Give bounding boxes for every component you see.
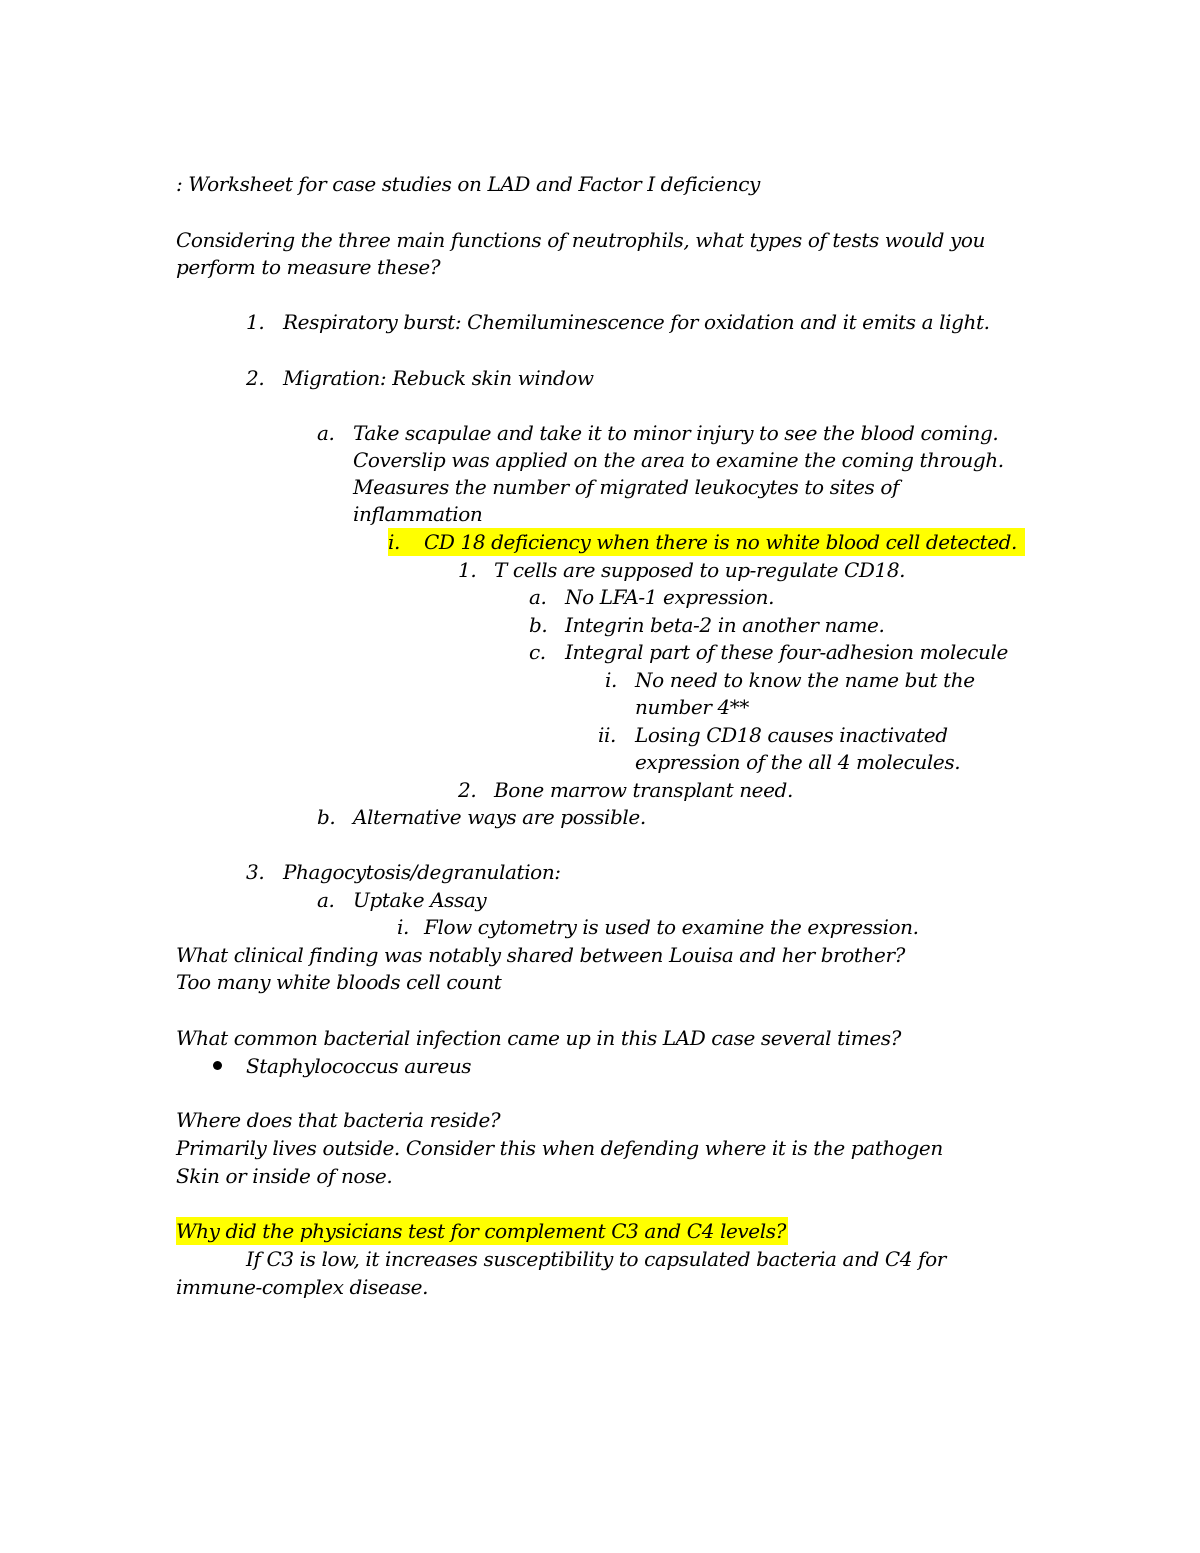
list-marker: 2.: [458, 778, 477, 802]
list-item-migration: Migration: Rebuck skin window: [283, 366, 594, 390]
question-5-highlighted: Why did the physicians test for complement C3 and C4 levels?: [176, 1219, 786, 1243]
list-marker: b.: [529, 613, 548, 637]
answer-4-line-2: Skin or inside of nose.: [176, 1164, 393, 1188]
list-item-text: Measures the number of migrated leukocytes to sites of: [353, 475, 899, 499]
highlighted-list-item: [388, 528, 1025, 556]
answer-5-line-2: immune-complex disease.: [176, 1275, 429, 1299]
list-item-text: Integral part of these four-adhesion molecule: [565, 640, 1008, 664]
list-marker: i.: [605, 668, 617, 692]
question-4: Where does that bacteria reside?: [176, 1108, 501, 1132]
list-item-text: expression of the all 4 molecules.: [635, 750, 961, 774]
list-item-phagocytosis: Phagocytosis/degranulation:: [283, 860, 561, 884]
list-marker: 1.: [246, 310, 265, 334]
list-marker: i.: [397, 915, 409, 939]
list-marker: a.: [317, 421, 335, 445]
list-item-text: Losing CD18 causes inactivated: [635, 723, 948, 747]
list-item-text: Alternative ways are possible.: [353, 805, 646, 829]
list-marker: b.: [317, 805, 336, 829]
answer-3-bullet: Staphylococcus aureus: [246, 1054, 472, 1078]
answer-4-line-1: Primarily lives outside. Consider this when defending where it is the pathogen: [176, 1136, 943, 1160]
document-title: : Worksheet for case studies on LAD and Factor I deficiency: [176, 172, 760, 196]
list-marker: c.: [529, 640, 546, 664]
list-item-text: Uptake Assay: [353, 888, 487, 912]
list-marker: ii.: [598, 723, 616, 747]
list-marker: i.: [388, 530, 400, 554]
answer-5-line-1: If C3 is low, it increases susceptibility to capsulated bacteria and C4 for: [246, 1247, 946, 1271]
question-1-line-1: Considering the three main functions of neutrophils, what types of tests would you: [176, 228, 986, 252]
list-marker: 1.: [458, 558, 477, 582]
list-item-text: inflammation: [353, 502, 483, 526]
list-marker: a.: [317, 888, 335, 912]
list-item-text: T cells are supposed to up-regulate CD18.: [494, 558, 906, 582]
list-marker: a.: [529, 585, 547, 609]
list-item-text: Integrin beta-2 in another name.: [565, 613, 885, 637]
list-item-text: Bone marrow transplant need.: [494, 778, 793, 802]
answer-2: Too many white bloods cell count: [176, 970, 502, 994]
list-item-cd18-deficiency: CD 18 deficiency when there is no white blood cell detected.: [424, 530, 1017, 554]
list-item-text: Take scapulae and take it to minor injury to see the blood coming.: [353, 421, 999, 445]
list-marker: 2.: [246, 366, 265, 390]
list-item-text: number 4**: [635, 695, 750, 719]
question-2: What clinical finding was notably shared between Louisa and her brother?: [176, 943, 905, 967]
bullet-icon: [213, 1061, 222, 1070]
list-item-text: No need to know the name but the: [635, 668, 975, 692]
list-item-text: Flow cytometry is used to examine the expression.: [424, 915, 919, 939]
question-3: What common bacterial infection came up in this LAD case several times?: [176, 1026, 901, 1050]
list-marker: 3.: [246, 860, 265, 884]
list-item-text: Coverslip was applied on the area to examine the coming through.: [353, 448, 1004, 472]
question-1-line-2: perform to measure these?: [176, 255, 441, 279]
list-item-text: No LFA-1 expression.: [565, 585, 775, 609]
list-item-respiratory-burst: Respiratory burst: Chemiluminescence for oxidation and it emits a light.: [283, 310, 990, 334]
